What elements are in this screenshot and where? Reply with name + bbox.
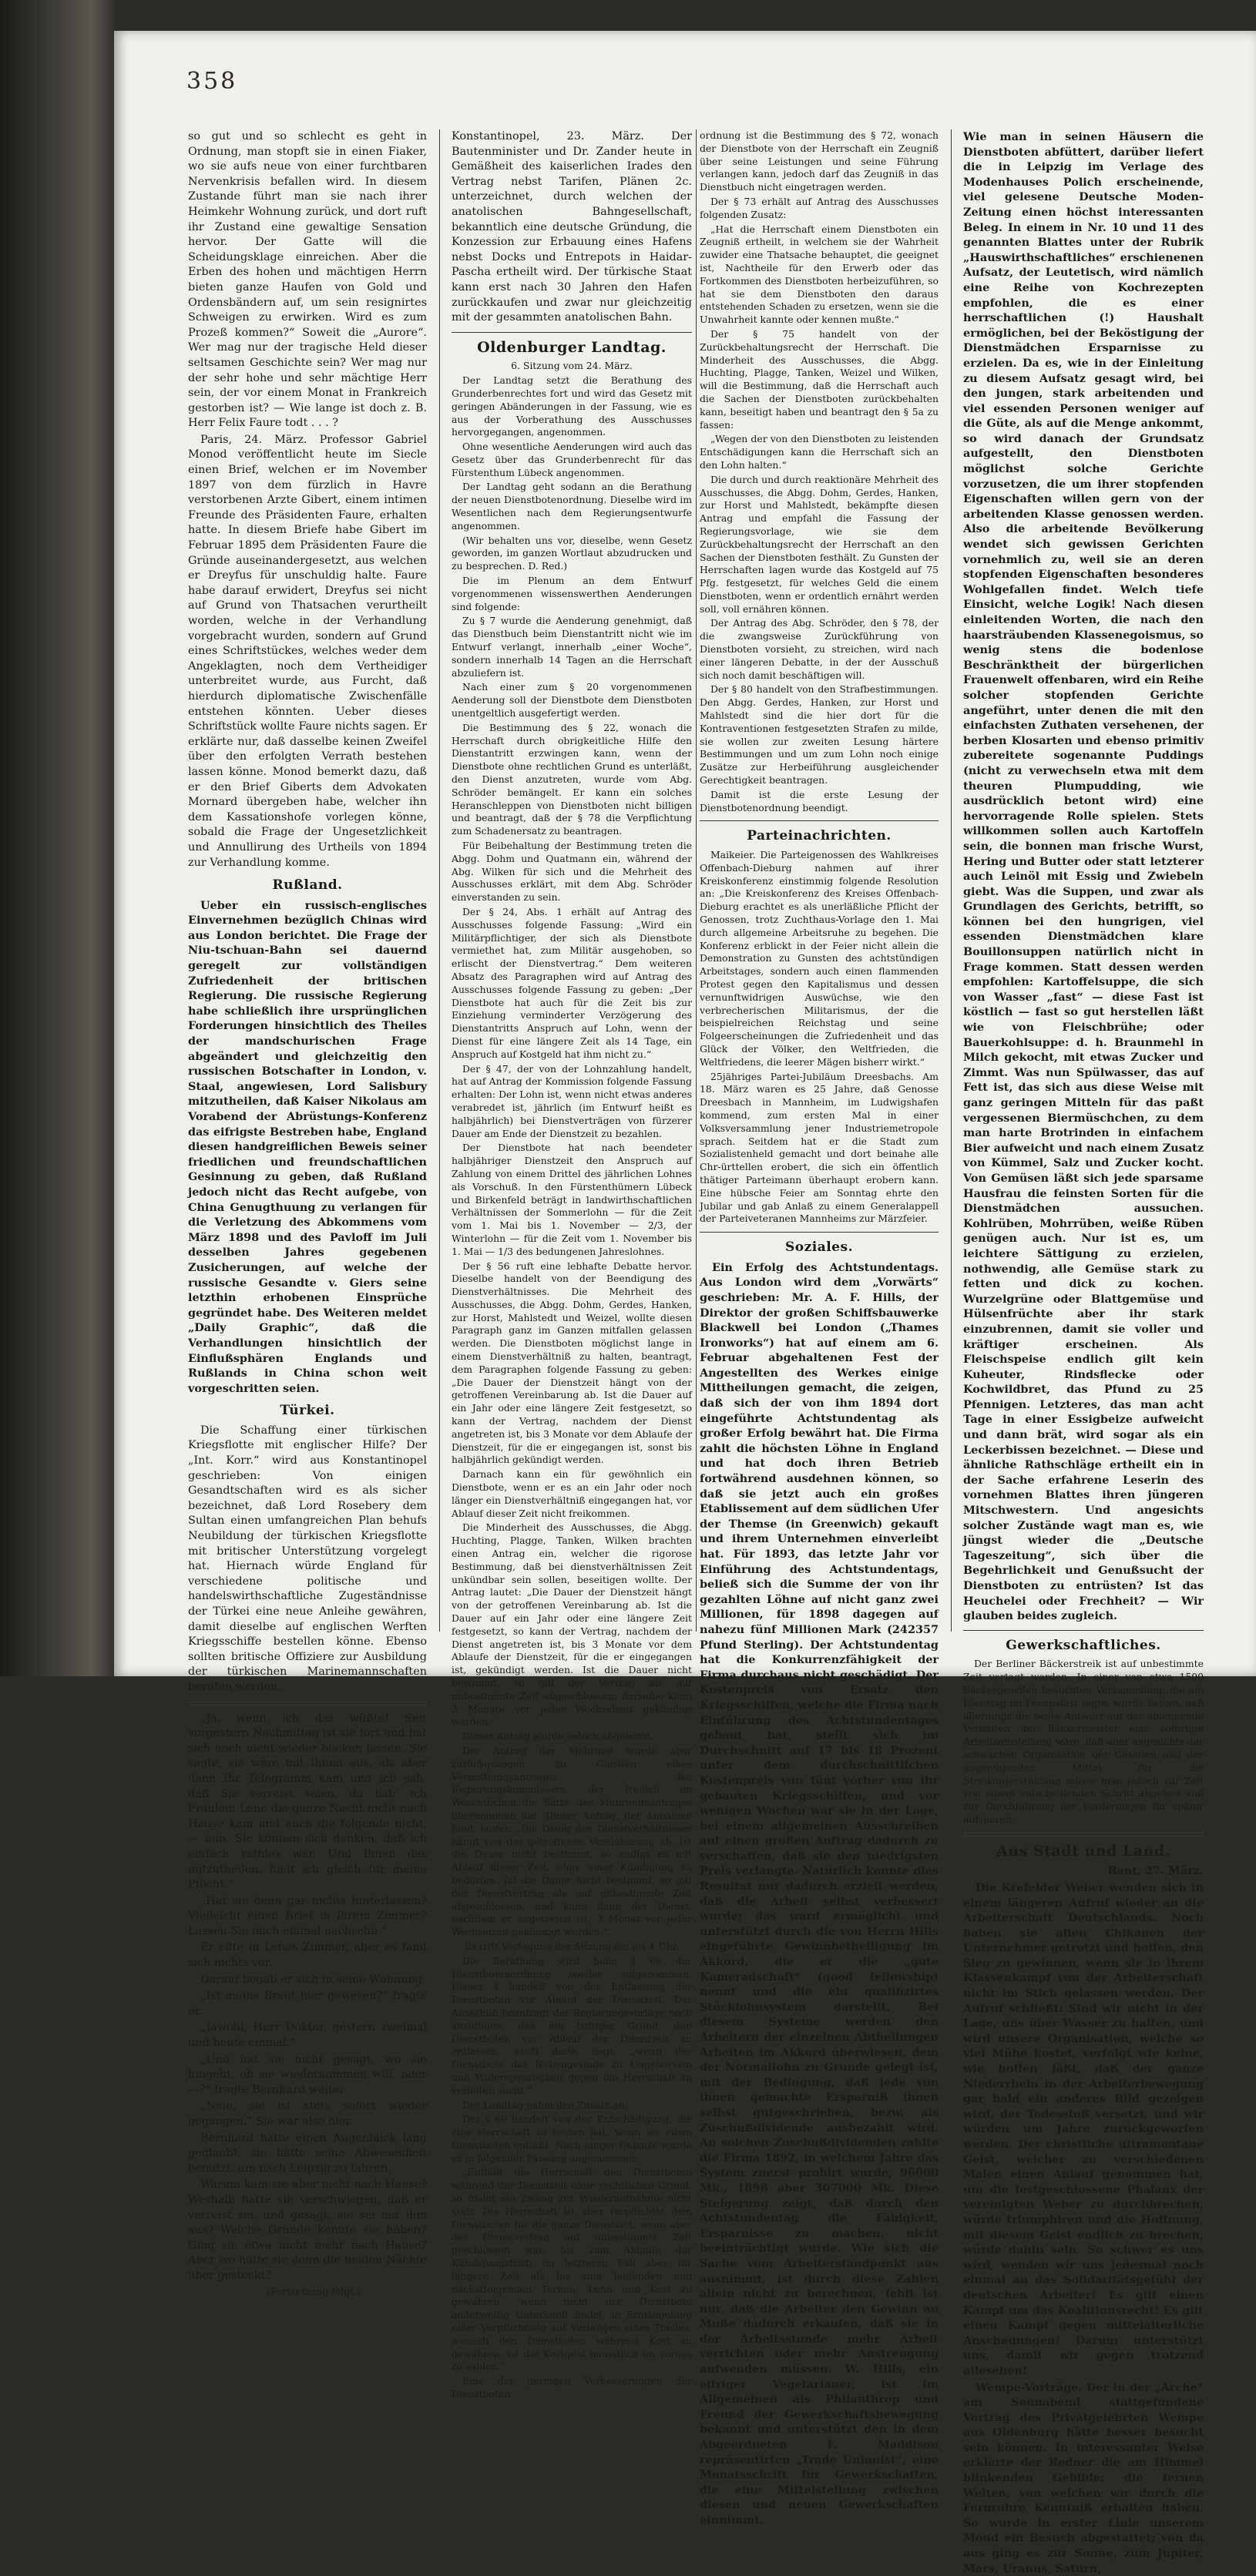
report-paragraph: „Entläßt die Herrschaft den Dienstboten während der Dienstzeit ohne rechtlichen Grund, so findet ein Zwang zur Wiederaufnahme nicht statt. Die Herrschaft ist aber verpflichtet dem Dienstboten für die ganze Dienstzeit, wenn aber der Dienstvertrag auf unbestimmte Zeit geschlossen war, bis zum Ablaufe der Kündigungsfrist, im letzteren Fall aber für längere Zeit als bis zum laufenden und nächstfolgenden Termin, Lohn und Kost zu gewähren, wenn nicht der Dienstbote anderweitig Unterkunft findet, in Ermangelung einer Verpflichtung auf Verlangen eines Theiles, wonach den Dienstboten während Kost zu gewähren, ist die Kostgeld monatlich im voraus zu zahlen.“ bbox=[452, 2166, 692, 2373]
report-paragraph: (Wir behalten uns vor, dieselbe, wenn Gesetz geworden, im ganzen Wortlaut abzudrucken und zu besprechen. D. Red.) bbox=[452, 534, 692, 572]
section-divider bbox=[452, 332, 692, 333]
session-line: 6. Sitzung vom 24. März. bbox=[511, 360, 633, 372]
report-paragraph: 25jähriges Partei-Jubiläum Dreesbachs. Am 18. März waren es 25 Jahre, daß Genosse Dreesbach in Mannheim, im Ludwigshafen kommend, zum ersten Mal in einer Volksversammlung jener Industriemetropole sprach. Seitdem hat er die Stadt zum Sozialistenheld gemacht und dort beinahe alle Chr-ürttellen erobert, die sich ein öffentlich thätiger Parteimann überhaupt erobern kann. Eine hübsche Feier am Sonntag ehrte den Jubilar und gab Anlaß zu einem Generalappell der Parteiveteranen Mannheims zur Märzfeier. bbox=[700, 1070, 939, 1225]
report-paragraph: Ohne wesentliche Aenderungen wird auch das Gesetz über das Grunderbenrecht für das Fürstenthum Lübeck angenommen. bbox=[452, 441, 692, 478]
column-rule bbox=[696, 129, 697, 1632]
article-paragraph: Die Schaffung einer türkischen Kriegsflotte mit englischer Hilfe? Der „Int. Korr.“ wird aus Konstantinopel geschrieben: Von einigen Gesandtschaften wird es als sicher bezeichnet, daß Lord Rosebery dem Sultan einen umfangreichen Plan behufs Neubildung der türkischen Kriegsflotte mit britischer Unterstützung vorgelegt hat. Hiernach würde England für verschiedene politische und handelswirthschaftliche Zugeständnisse der Türkei eine neue Anleihe gewähren, damit dieselbe auf englischen Werften Kriegsschiffe bestellen könne. Ebenso sollten britische Offiziere zur Ausbildung der türkischen Marinemannschaften berufen werden. bbox=[188, 1424, 427, 1693]
report-paragraph: „Hat die Herrschaft einem Dienstboten ein Zeugniß ertheilt, in welchem sie der Wahrheit zuwider eine Thatsache behauptet, die geeignet ist, Nachtheile für den Erwerb oder das Fortkommen des Dienstboten herbeizuführen, so hat sie dem Dienstboten den daraus entstehenden Schaden zu ersetzen, wenn sie die Unwahrheit kannte oder kennen mußte.“ bbox=[700, 223, 939, 326]
column-rule bbox=[951, 129, 952, 1632]
column-4 bbox=[963, 129, 1204, 2575]
report-paragraph: Der Landtag geht sodann an die Berathung der neuen Dienstbotenordnung. Dieselbe wird im Wesentlichen nach dem Regierungsentwurfe angenommen. bbox=[452, 481, 692, 532]
report-paragraph: Eine der geringen Verbesserungen der Dienstboten bbox=[452, 2375, 692, 2400]
report-paragraph: Der § 75 handelt von der Zurückbehaltungsrecht der Herrschaft. Die Minderheit des Ausschusses, die Abgg. Huchting, Plagge, Tanken, Weizel und Wilken, will die Bestimmung, daß die Herrschaft auch die Sachen der Dienstboten zurückbehalten kann, beseitigt haben und beantragt den § 5a zu fassen: bbox=[700, 327, 939, 431]
report-paragraph: Der Antrag des Abg. Schröder, den § 78, der die zwangsweise Zurückführung von Dienstboten vorsieht, zu streichen, wird nach einer längeren Debatte, in der der Ausschuß sich noch damit beschäftigen will. bbox=[700, 617, 939, 681]
dateline: Bant, 27. März. bbox=[1107, 1864, 1204, 1878]
section-divider bbox=[963, 1833, 1204, 1836]
article-paragraph: Paris, 24. März. Professor Gabriel Monod veröffentlicht heute im Siecle einen Brief, welchen er im November 1897 von dem fürzlich in Havre verstorbenen Arzte Gibert, einem intimen Freunde des Präsidenten Faure, erhalten hatte. In diesem Briefe habe Gibert im Februar 1895 dem Präsidenten Faure die Gründe auseinandergesetzt, aus welchen er Dreyfus für unschuldig halte. Faure habe darauf erwidert, Dreyfus sei nicht auf Grund von Thatsachen verurtheilt worden, welche in der Verhandlung vorgebracht wurden, sondern auf Grund eines Schriftstückes, welches weder dem Angeklagten, noch dem Vertheidiger unterbreitet wurde, aus Furcht, daß hierdurch diplomatische Zwischenfälle entstehen könnten. Ueber dieses Schriftstück wollte Faure nichts sagen. Er erklärte nur, daß dasselbe keinen Zweifel über den erfolgten Verrath bestehen lassen könne. Monod bemerkt dazu, daß er den Brief Giberts dem Advokaten Mornard übergeben habe, welcher ihn dem Kassationshofe vorlegen könne, sobald die Frage der Ungesetzlichkeit und Annullirung des Urtheils von 1894 zur Verhandlung komme. bbox=[188, 433, 427, 869]
feuilleton-paragraph: „Ja, wenn ich das wüßte! Seit vorgestern Nachmittag ist sie fort und hat sich noch nicht wieder blicken lassen. Sie sagte, sie wäre mit Ihnen aus, als aber dann Ihr Telegramm kam und ich sah, daß Sie verreist seien, da hab' ich Fräulein Lene die ganze Nacht nicht nach Hause kam und auch die folgende nicht, — nun, Sie können sich denken, daß ich einfach rathlos war. Und Ihnen das mitzutheilen, hielt ich gleich für meine Pflicht.“ bbox=[188, 1712, 427, 1891]
report-paragraph: Die im Plenum an dem Entwurf vorgenommenen wissenswerthen Aenderungen sind folgende: bbox=[452, 575, 692, 612]
report-paragraph: Der § 24, Abs. 1 erhält auf Antrag des Ausschusses folgende Fassung: „Wird ein Militärpflichtiger, der sich als Dienstbote vermiethet hat, zum Militär ausgehoben, so erlischt der Dienstvertrag.“ Dem weiteren Absatz des Paragraphen wird auf Antrag des Ausschusses folgende Fassung zu geben: „Der Dienstbote hat auch für die Zeit bis zur Einziehung verminderter Verzögerung des Dienstantritts Anspruch auf Lohn, wenn der Dienst für eine längere Zeit als 14 Tage, ein Anspruch auf Kostgeld hat ihm nicht zu.“ bbox=[452, 905, 692, 1060]
page-number: 358 bbox=[186, 68, 238, 95]
report-paragraph: Die Bestimmung des § 22, wonach die Herrschaft durch obrigkeitliche Hilfe den Dienstantritt erzwingen kann, wenn der Dienstbote ohne rechtlichen Grund es unterläßt, den Dienst anzutreten, wurde vom Abg. Schröder bemängelt. Er kann ein solches Heranschleppen von Dienstboten nicht billigen und beantragt, daß der § 78 die Verpflichtung zum Schadenersatz zu beantragen. bbox=[452, 721, 692, 837]
article-paragraph: Die Krefelder Weber wenden sich in einem längeren Aufruf wieder an die Arbeiterschaft Deutschlands. Noch haben sie allen Chikanen der Unternehmer getrotzt und hoffen, den Sieg zu gewinnen, wenn sie in ihrem Klassenkampf von der Arbeiterschaft nicht im Stich gelassen werden. Der Aufruf schließt: Sind wir nicht in der Lage, uns über Wasser zu halten, und wird unsere Organisation, welche so viel Mühe kostet, verfolgt wie keine, wie hoffen läßt, daß der ganze Niederrhein in der Arbeiterbewegung gar bald ein anderes Bild gezeigen wird, der Todesstoß versetzt, und wir würden um Jahre zurückgeworfen werden. Der christliche ultramontane Geist, welcher zu verschiedenen Malen einen Anlauf genommen hat, um die festgeschlossene Phalanx der vereinigten Weber zu durchbrechen, würde triumphiren und die Hoffnung, mit diesem Geist endlich zu brechen, würde dahin sein. So schwer es uns wird, wenden wir uns jedesmal noch einmal an das Solidaritätsgefühl der deutschen Arbeiter! Es gilt einen Kampf um das Koalitionsrecht! Es gilt einen Kampf gegen mittelalterliche Anschauungen! Darum unterstützt uns, damit wir gegen trotzend allesehen! bbox=[963, 1880, 1204, 2377]
report-paragraph: Es tritt Vertagung der Sitzung ein bis 4 Uhr. bbox=[464, 1940, 680, 1952]
report-paragraph: Der § 73 erhält auf Antrag des Ausschusses folgenden Zusatz: bbox=[700, 195, 939, 220]
feuilleton-divider bbox=[188, 1702, 427, 1706]
feuilleton-paragraph: „Jawohl, Herr Doktor, gestern zweimal und heute einmal.“ bbox=[188, 2021, 427, 2050]
report-paragraph: Der § 56 ruft eine lebhafte Debatte hervor. Dieselbe handelt von der Beendigung des Dienstverhältnisses. Die Mehrheit des Ausschusses, die Abgg. Dohm, Gerdes, Hanken, zur Horst, Mahlstedt und Weizel, wollte diesen Paragraph ganz im Ganzen mitfallen gelassen werden. Die Dienstboten möglichst lange in einem Dienstverhältniß zu halten, beantragt, dem Paragraphen folgende Fassung zu geben: „Die Dauer der Dienstzeit hängt von der getroffenen Vereinbarung ab. Ist die Dauer auf ein Jahr oder eine längere Zeit festgesetzt, so kann der Vertrag, nachdem der Dienst angetreten ist, bis 3 Monate vor dem Ablaufe der Dienstzeit, für die er eingegangen ist, sonst bis halbjährlich gekündigt werden. bbox=[452, 1259, 692, 1466]
report-paragraph: Der Landtag nahm den Zusatz an. bbox=[462, 2098, 628, 2111]
column-3 bbox=[700, 129, 939, 2527]
feuilleton-paragraph: Er eilte in Lenes Zimmer, aber es fand sich nichts vor. bbox=[188, 1941, 427, 1970]
report-paragraph: Der § 69 handelt von der Entschädigung, die eine Herrschaft zu leisten hat, wenn sie einen Dienstboten entläßt. Nach langer Debatte wurde er in folgender Fassung angenommen: bbox=[452, 2113, 692, 2164]
section-heading-russland: Rußland. bbox=[272, 877, 343, 894]
report-paragraph: Der § 47, der von der Lohnzahlung handelt, hat auf Antrag der Kommission folgende Fassung erhalten: Der Lohn ist, wenn nicht etwas anderes verabredet ist, jährlich (im Entwurf heißt es halbjährlich) bei Dienstverträgen von fürzerer Dauer am Ende der Dienstzeit zu bezahlen. bbox=[452, 1062, 692, 1139]
continuation-note: (Fortsetzung folgt.) bbox=[267, 2285, 361, 2297]
book-binding bbox=[0, 0, 116, 1676]
section-divider bbox=[963, 1630, 1204, 1631]
report-paragraph: Der § 80 handelt von den Strafbestimmungen. Den Abgg. Gerdes, Hanken, zur Horst und Mahlstedt sind die hier dort für die Kontraventionen festgesetzten Strafen zu milde, sie wollen zur zweiten Lesung härtere Bestimmungen und um zum Lohn noch einige Zusätze zur Herbeiführung ausgleichender Gerechtigkeit beantragen. bbox=[700, 683, 939, 787]
column-rule bbox=[439, 129, 440, 1632]
report-paragraph: Maikeier. Die Parteigenossen des Wahlkreises Offenbach-Dieburg nahmen auf ihrer Kreiskonferenz einstimmig folgende Resolution an: „Die Kreiskonferenz des Kreises Offenbach-Dieburg erachtet es als unerläßliche Pflicht der Genossen, trotz Zuchthaus-Vorlage den 1. Mai durch allgemeine Arbeitsruhe zu begehen. Die Konferenz erblickt in der Feier nicht allein die Demonstration zu Gunsten des achtstündigen Arbeitstages, sondern auch einen flammenden Protest gegen den Kapitalismus und dessen vernunftwidrigen Auswüchse, wie den verbrecherischen Militarismus, der die beispielreichen Reichstag und seine Folgeerscheinungen die Zufriedenheit und das Glück der Völker, den Weltfrieden, die Weltfriedens, die leerer Mägen bisherr wirkt.“ bbox=[700, 849, 939, 1068]
feuilleton-paragraph: „Nein, sie ist stets sofort wieder gegangen.“ Sie war also hier. bbox=[188, 2100, 427, 2128]
report-paragraph: Dieser Antrag wurde jedoch abgelehnt. bbox=[462, 1730, 653, 1742]
report-paragraph: Der Landtag setzt die Berathung des Grunderbenrechtes fort und wird das Gesetz mit geringen Abänderungen in der Fassung, wie es aus der Vorberathung des Ausschusses hervorgegangen, angenommen. bbox=[452, 374, 692, 438]
article-paragraph: Konstantinopel, 23. März. Der Bautenminister und Dr. Zander heute in Gemäßheit des kaiserlichen Irades den Vertrag nebst Tarifen, Plänen 2c. unterzeichnet, durch welchen der anatolischen Bahngesellschaft, bekanntlich eine deutsche Gründung, die Konzession zur Erbauung eines Hafens nebst Docks und Entrepots in Haidar-Pascha ertheilt wird. Der türkische Staat kann erst nach 30 Jahren den Hafen zurückkaufen und zwar nur gleichzeitig mit der gesammten anatolischen Bahn. bbox=[452, 130, 692, 324]
section-heading-soziales: Soziales. bbox=[784, 1239, 853, 1256]
report-paragraph: Darnach kann ein für gewöhnlich ein Dienstbote, wenn er es an ein Jahr oder noch länger ein Dienstverhältniß eingegangen hat, vor Ablauf dieser Zeit nicht freikommen. bbox=[452, 1468, 692, 1519]
report-paragraph: Die Berathung wird beim § 66 der Dienstbotenordnung wieder aufgenommen. Dieser § handelt von der Entlassung der Dienstboten vor Ablauf der Dienstzeit. Der Ausschuß beantragt der Regierungsvorlage noch anzufügen, daß ein triftiger Grund, den Dienstboten vor Ablauf der Dienstzeit zu entlassen, auch darin liegt, „wenn der Dienstbote das Nebengesinde zu Ungehorsam und Widerspenstigkeit gegen die Herrschaft zu verleiten sucht.“ bbox=[452, 1954, 692, 2096]
feuilleton-paragraph: Darauf begab er sich in seine Wohnung. bbox=[200, 1973, 426, 1986]
feuilleton-paragraph: Warum kam sie aber nicht nach Hause? Weshalb hatte sie verschwiegen, daß er verreist sei, und gesagt, sie sei mit ihm aus? Welche Gründe konnte sie haben? Ging sie etwa nicht mehr nach Hause? Aber wo hatte sie denn die beiden Nächte über gesteckt? bbox=[188, 2179, 427, 2282]
report-paragraph: Der Berliner Bäckerstreik ist auf unbestimmte Zeit vertagt worden. In einer von etwa 1500 Bäckergesellen besuchten Versammlung, die am Dienstag im Feenpalast tagte, wurde betont, daß allerdings die beste Antwort auf das ablehnende Verhalten der Bäckermeister eine sofortige Arbeitseinstellung wäre, daß aber angesichts der schwachen Organisation der Gesellen und der ungenügenden Mittel für die Streikunterstützung müsse man jedoch zur Zeit von einem entscheidenden Schritt abgehen und zur Durchführung der Forderungen für später aufsparen. bbox=[963, 1658, 1204, 1825]
report-paragraph: „Wegen der von den Dienstboten zu leistenden Entschädigungen kann die Herrschaft sich an den Lohn halten.“ bbox=[700, 433, 939, 471]
article-paragraph: so gut und so schlecht es geht in Ordnung, man stopft sie in einen Fiaker, wo sie aufs neue von einer furchtbaren Nervenkrisis befallen wird. In diesem Zustande führt man sie nach ihrer Heimkehr Wohnung zurück, und dort ruft ihr Zustand eine gewaltige Sensation hervor. Der Gatte will die Scheidungsklage einreichen. Aber die Erben des hohen und mächtigen Herrn bieten ganze Haufen von Gold und Ordensbändern auf, um sein resignirtes Schweigen zu erwirken. Wird es zum Prozeß kommen?“ Soweit die „Aurore“. Wer mag nur der tragische Held dieser seltsamen Geschichte sein? Wer mag nur der sehr hohe und sehr mächtige Herr sein, der vor einem Monat in Frankreich gestorben ist? — Wie lange ist doch z. B. Herr Felix Faure todt . . . ? bbox=[188, 130, 427, 430]
feuilleton-paragraph: „Hat sie denn gar nichts hinterlassen? Vielleicht einen Brief in ihrem Zimmer? Lassen Sie mich einmal nachsehn.“ bbox=[188, 1894, 427, 1937]
section-heading-stadt-und-land: Aus Stadt und Land. bbox=[996, 1842, 1170, 1860]
column-1 bbox=[188, 129, 427, 2297]
article-paragraph: Ein Erfolg des Achtstundentags. Aus London wird dem „Vorwärts“ geschrieben: Mr. A. F. Hills, der Direktor der großen Schiffsbauwerke Blackwell bei London („Thames Ironworks“) hat auf einem am 6. Februar abgehaltenen Fest der Angestellten des Werkes einige Mittheilungen gemacht, die zeigen, daß sich der von ihm 1894 dort eingeführte Achtstundentag als großer Erfolg bewährt hat. Die Firma zahlt die höchsten Löhne in England und hat doch ihren Betrieb fortwährend ausdehnen können, so daß sie jetzt auch ein großes Etablissement auf dem südlichen Ufer der Themse (in Greenwich) gekauft und ihrem Unternehmen einverleibt hat. Für 1893, das letzte Jahr vor Einführung des Achtstundentags, beließ sich die Summe der von ihr gezahlten Löhne auf nicht ganz zwei Millionen, für 1898 dagegen auf nahezu fünf Millionen Mark (242357 Pfund Sterling). Der Achtstundentag hat die Konkurrenzfähigkeit der Firma durchaus nicht geschädigt. Der Kostenpreis von Ersatz den Kriegsschiffen, welche die Firma nach Einführung des Achtstundentages gebaut hat, stellt sich im Durchschnitt auf 17 bis 18 Prozent unter dem durchschnittlichen Kostenpreis von fünf vorher von ihr gebauten Kriegsschiffen, und vor wenigen Wochen war sie in der Lage, bei einem allgemeinen Ausschreiben auf einen großen Auftrag dadurch zu verschaffen, daß sie den niedrigsten Preis verlangte. Natürlich konnte dies Resultat nur dadurch erzielt werden, daß die Arbeit selbst verbessert wurde; das ward ermöglicht und unterstützt durch die von Herrn Hills eingeführte Gewinnbetheiligung im Akkord, die er die „gute Kameradschaft“ (good fellowship) nennt und die ein qualifizirtes Stücklohnsystem darstellt. Bei diesem Systeme werden den Arbeitern der einzelnen Abtheilungen Arbeiten im Akkord überwiesen, dem der Normallohn zu Grunde gelegt ist, mit der Bedingung, daß jede von ihnen gemachte Ersparniß ihnen selbst gutgeschrieben, bezw. als Zuschußdividende ausbezahlt wird. An solchen Zuschußdividenden zahlte die Firma 1892, in welchem Jahre das System zuerst probirt wurde, 96000 Mk., 1898 aber 307000 Mk. Diese Steigerung zeigt, daß durch den Achtstundentag die Fähigkeit, Ersparnisse zu machen, nicht beeinträchtigt wurde. Wie sich die Sache vom Arbeiterstandpunkt aus ausnimmt, ist durch diese Zahlen allein nicht zu berechnen, fehlt ist nur, daß die Arbeiter den Gewinn an Muße dadurch erkaufen, daß sie in der Arbeitsstunde mehr Arbeit verrichten oder mehr Anstrengung aufwenden müssen. W. Hills, ein eifriger Vegetarianer, ist im Allgemeinen als Philanthrop und Freund der Gewerkschaftsbewegung bekannt und unterstützt den in dem Abgeordneten F. Maddison repräsentirten „Trade Unionist“, eine Monatsschrift für Gewerkschaften, die eine Mittelstellung zwischen diesen und neuen Gewerkschaften einnimmt. bbox=[700, 1260, 939, 2527]
section-heading-gewerkschaft: Gewerkschaftliches. bbox=[1006, 1637, 1161, 1653]
feuilleton-paragraph: „Ist meine Braut hier gewesen?“ fragte er. bbox=[188, 1990, 427, 2018]
article-paragraph: Wempe-Vorträge. Der in der „Arche“ am Sonnabend stattgefundene Vortrag des Privatgelehrten Wempe aus Oldenburg hätte besser besucht sein können. In interessanter Weise erklärte der Redner die am Himmel blinkenden Gebilde: die fernen Welten, von welchen wir durch die Fernrohre Kenntniß erhalten haben. So wurde in erster Linie unserem Mond ein Besuch abgestattet; von da aus ging es zur Sonne, zum Jupiter, Mars, Uranus, Saturn, bbox=[963, 2380, 1204, 2575]
report-paragraph: ordnung ist die Bestimmung des § 72, wonach der Dienstbote von der Herrschaft ein Zeugniß über seine Leistungen und seine Führung verlangen kann, jedoch darf das Zeugniß in das Dienstbuch nicht eingetragen werden. bbox=[700, 129, 939, 193]
article-paragraph: Wie man in seinen Häusern die Dienstboten abfüttert, darüber liefert die in Leipzig im Verlage des Modenhauses Polich erscheinende, viel gelesene Deutsche Moden-Zeitung einen höchst interessanten Beleg. In einem in Nr. 10 und 11 des genannten Blattes unter der Rubrik „Hauswirthschaftliches“ erschienenen Aufsatz, der Leutetisch, wird nämlich eine Reihe von Kochrezepten empfohlen, die es einer herrschaftlichen (!) Haushalt ermöglichen, bei der Beköstigung der Dienstmädchen Ersparnisse zu erzielen. Da es, wie in der Einleitung zu diesem Aufsatz gesagt wird, bei den jungen, stark arbeitenden und viel essenden Personen weniger auf die Güte, als auf die Menge ankommt, so wird danach der Grundsatz aufgestellt, den Dienstboten möglichst solche Gerichte vorzusetzen, die um ihrer stopfenden Eigenschaften willen gern von der arbeitenden Klasse genossen werden. Also die arbeitende Bevölkerung wendet sich gewissen Gerichten vornehmlich zu, weil sie an deren stopfenden Eigenschaften besonderes Wohlgefallen findet. Welch tiefe Einsicht, welche Logik! Nach diesen einleitenden Worten, die nach den haarsträubenden Klassenegoismus, so wenig stens die bodenlose Beschränktheit der bürgerlichen Frauenwelt offenbaren, wird ein Reihe solcher stopfenden Gerichte angeführt, unter denen die mit den einfachsten Zuthaten versehenen, der berben Klosarten und ebenso primitiv zubereitete sogenannte Puddings (nicht zu verwechseln etwa mit dem theuren Plumpudding, wie ausdrücklich betont wird) eine hervorragende Rolle spielen. Stets willkommen sollen auch Kartoffeln sein, die bonnen man frische Wurst, Hering und Butter oder statt letzterer auch Leinöl mit Essig und Zwiebeln giebt. Was die Suppen, und zwar als Grundlagen des Gerichts, betrifft, so können bei den hungrigen, viel essenden Dienstmädchen klare Bouillonsuppen natürlich nicht in Frage kommen. Statt dessen werden empfohlen: Kartoffelsuppe, die sich von Wasser „fast“ — diese Fast ist köstlich — fast so gut herstellen läßt wie von Fleischbrühe; oder Bauerkohlsuppe: d. h. Braunmehl in Milch gekocht, mit etwas Zucker und Zimmt. Was nun Spülwasser, das auf Fett ist, das sich aus diese Weise mit ganz geringen Mitteln für das paßt vergessenen Biermüschchen, zu dem man harte Brotrinden in einfachem Bier aufweicht und nach einem Zusatz von Kümmel, Salz und Zucker kocht. Von Gemüsen läßt sich jede sparsame Hausfrau die feinsten Sorten für die Dienstmädchen aussuchen. Kohlrüben, Mohrrüben, weiße Rüben genügen auch. Nur ist es, um leichtere Sättigung zu erzielen, nothwendig, alle Gemüse stark zu fetten und dick zu kochen. Wurzelgrüne oder Blattgemüse und Hülsenfrüchte aber ihr stark einzubrennen, damit sie voller und kräftiger erscheinen. Als Fleischspeise endlich gilt kein Kuheuter, Rindsflecke oder Kochwildbret, das Pfund zu 25 Pfennigen. Letzteres, das man acht Tage in einer Essigbeize aufweicht und dann brät, wird sogar als ein Leckerbissen bezeichnet. — Diese und ähnliche Rathschläge ertheilt ein in der Sache erfahrene Leserin des vornehmen Blattes ihren jüngeren Mitschwestern. Und angesichts solcher Zustände wagt man es, wie jüngst wieder die „Deutsche Tageszeitung“, sich über die Begehrlichkeit und Genußsucht der Dienstboten zu entrüsten? Ist das Heuchelei oder Frechheit? — Wir glauben beides zugleich. bbox=[963, 130, 1204, 1623]
report-paragraph: Die durch und durch reaktionäre Mehrheit des Ausschusses, die Abgg. Dohm, Gerdes, Hanken, zur Horst und Mahlstedt, bekämpfte diesen Antrag und empfahl die Fassung der Regierungsvorlage, wie sie dem Zurückbehaltungsrecht der Herrschaft an den Sachen der Dienstboten festhält. Zu Gunsten der Herrschaften lagen wurde das Kostgeld auf 75 Pfg. festgesetzt, für welches Geld die einem Dienstboten, wenn er ordentlich ernährt werden soll, voll ernähren können. bbox=[700, 473, 939, 615]
section-heading-partei: Parteinachrichten. bbox=[747, 828, 892, 844]
feuilleton-paragraph: „Und hat sie nicht gesagt, wo sie hingeht, ob sie wiederkommen will, oder —?“ fragte Bernhard weiter. bbox=[188, 2053, 427, 2096]
section-heading-landtag: Oldenburger Landtag. bbox=[477, 338, 667, 356]
feuilleton-paragraph: Bernhard hatte einen Augenblick lang geglaubt, sie hätte seine Abwesenheit benutzt, um nach Leipzig zu fahren. bbox=[188, 2132, 427, 2175]
report-paragraph: Der Dienstbote hat nach beendeter halbjähriger Dienstzeit den Anspruch auf Zahlung von einem Drittel des jährlichen Lohnes als Vorschuß. In den Fürstenthümern Lübeck und Birkenfeld beträgt in landwirthschaftlichen Verhältnissen der Sommerlohn — für die Zeit vom 1. Mai bis 1. November — 2/3, der Winterlohn — für die Zeit vom 1. November bis 1. Mai — 1/3 des bedungenen Jahreslohnes. bbox=[452, 1142, 692, 1257]
report-paragraph: Nach einer zum § 20 vorgenommenen Aenderung soll der Dienstbote dem Dienstboten unentgeltlich ausgefertigt werden. bbox=[452, 681, 692, 719]
article-paragraph: Ueber ein russisch-englisches Einvernehmen bezüglich Chinas wird aus London berichtet. Die Frage der Niu-tschuan-Bahn sei dauernd geregelt zur vollständigen Zufriedenheit der britischen Regierung. Die russische Regierung habe schließlich ihre ursprünglichen Forderungen hinsichtlich des Theiles der mandschurischen Frage abgeändert und gleichzeitig den russischen Botschafter in London, v. Staal, angewiesen, Lord Salisbury mitzutheilen, daß Kaiser Nikolaus am Vorabend der Abrüstungs-Konferenz das eifrigste Bestreben habe, England diesen handgreiflichen Beweis seiner friedlichen und freundschaftlichen Gesinnung zu geben, daß Rußland jedoch nicht das Recht aufgebe, von China Genugthuung zu verlangen für die Verletzung des Abkommens vom März 1898 und des Pavloff im Juli desselben Jahres gegebenen Zusicherungen, auf welche der russische Gesandte v. Giers seine letzthin erhobenen Einsprüche gegründet habe. Des Weiteren meldet „Daily Graphic“, daß die Verhandlungen hinsichtlich der Einflußsphären Englands und Rußlands in China schon weit vorgeschritten seien. bbox=[188, 898, 427, 1395]
report-paragraph: Die Minderheit des Ausschusses, die Abgg. Huchting, Plagge, Tanken, Wilken brachten einen Antrag ein, welcher die rigorose Bestimmung, daß bei dienstverhältnissen Zeit unkündbar sein sollen, beseitigen wollte. Der Antrag lautet: „Die Dauer der Dienstzeit hängt von der getroffenen Vereinbarung ab. Ist die Dauer auf ein Jahr oder eine längere Zeit festgesetzt, so kann der Vertrag, nachdem der Dienst angetreten ist, bis 3 Monate vor dem Ablaufe der Dienstzeit, für die er eingegangen ist, gekündigt werden. Ist die Dauer nicht bestimmt, so gilt der Vertrag als auf unbestimmte Zeit abgeschlossen; derselbe kann 3 Monate vor jeder Wechselzeit gekündigt werden.“ bbox=[452, 1521, 692, 1728]
section-heading-tuerkei: Türkei. bbox=[280, 1403, 335, 1419]
column-2 bbox=[452, 129, 692, 2400]
section-divider bbox=[700, 1232, 939, 1233]
report-paragraph: Damit ist die erste Lesung der Dienstbotenordnung beendigt. bbox=[700, 788, 939, 813]
report-paragraph: Für Beibehaltung der Bestimmung treten die Abgg. Dohm und Quatmann ein, während der Abg. Wilken für sich und die Mehrheit des Ausschusses erklärt, mit dem Abg. Schröder einverstanden zu sein. bbox=[452, 840, 692, 904]
section-divider bbox=[700, 820, 939, 821]
report-paragraph: Zu § 7 wurde die Aenderung genehmigt, daß das Dienstbuch beim Dienstantritt nicht wie im Entwurf verlangt, innerhalb „einer Woche“, sondern innerhalb 14 Tagen an die Herrschaft abzuliefern ist. bbox=[452, 615, 692, 679]
report-paragraph: Der Antrag der Mehrheit wurde aber zurückgezogen zu Gunsten eines Vermittlungsantrages des Regierungskommissars, der freilich im Wesentlichen die Sätze des Mehrheitsantrages übernommen hat. Dieser Antrag, der Annahme fand, lautet: „Die Dauer des Dienstverhältnisses hängt von der getroffenen Vereinbarung ab. Ist die Dauer nicht bestimmt, so endigt es mit Ablauf dieser Zeit, ohne einer Kündigung zu bedürfen. Ist die Dauer nicht bestimmt, so gilt der Dienstvertrag als auf unbestimmte Zeit abgeschlossen, und kann dann der Dienst, nachdem er angetreten ist, 3 Monat vor jeder Wechselzeit gekündigt werden.“ bbox=[452, 1744, 692, 1938]
